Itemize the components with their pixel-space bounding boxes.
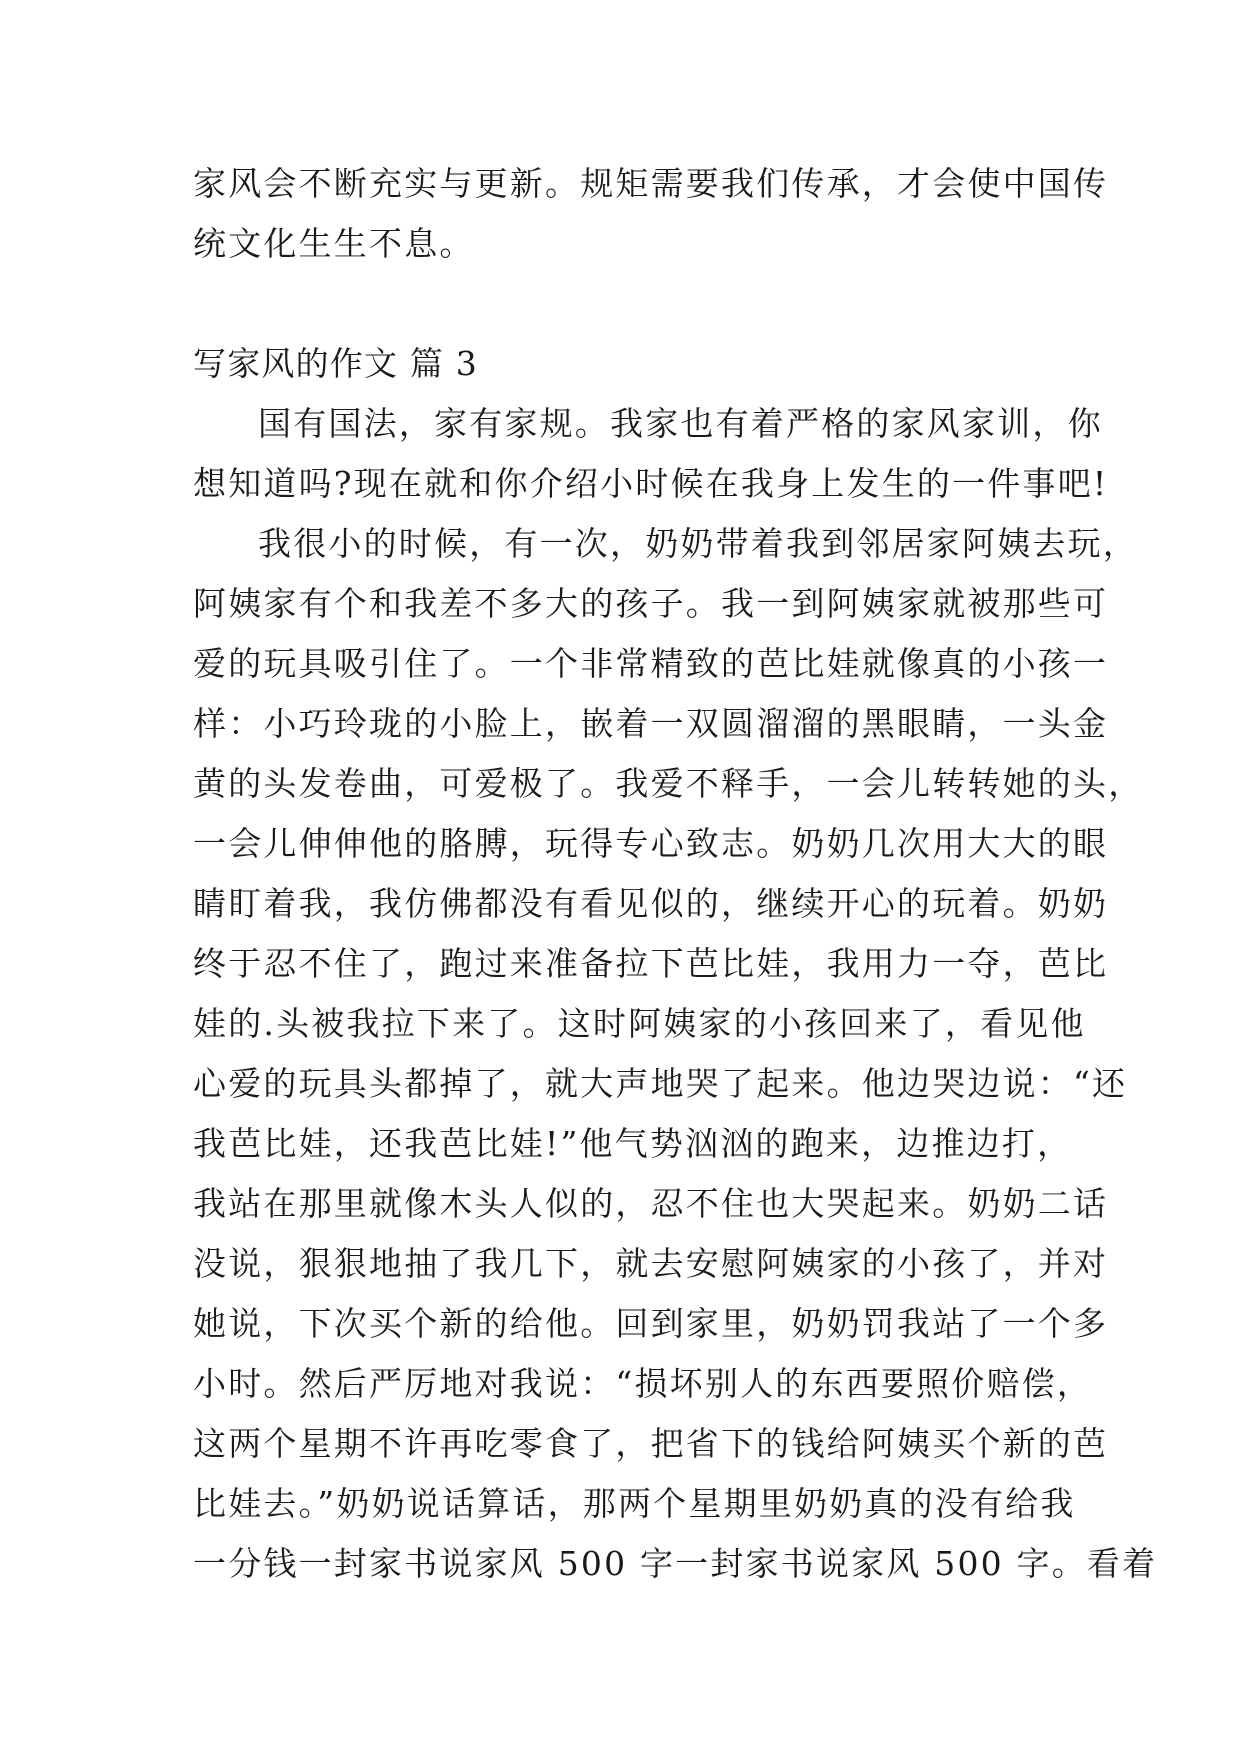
paragraph2-line-3: 爱的玩具吸引住了。一个非常精致的芭比娃就像真的小孩一 [193,644,1109,683]
paragraph2-line-9: 娃的.头被我拉下来了。这时阿姨家的小孩回来了，看见他 [193,1004,1086,1043]
intro-line-1: 家风会不断充实与更新。规矩需要我们传承，才会使中国传 [193,164,1109,203]
paragraph2-line-1: 我很小的时候，有一次，奶奶带着我到邻居家阿姨去玩， [258,524,1138,563]
paragraph1-line-2: 想知道吗?现在就和你介绍小时候在我身上发生的一件事吧! [193,464,1109,503]
paragraph2-line-15: 小时。然后严厉地对我说：“损坏别人的东西要照价赔偿， [193,1364,1093,1403]
paragraph2-line-5: 黄的头发卷曲，可爱极了。我爱不释手，一会儿转转她的头， [193,764,1144,803]
paragraph2-line-17: 比娃去。”奶奶说话算话，那两个星期里奶奶真的没有给我 [193,1484,1076,1523]
paragraph2-line-14: 她说，下次买个新的给他。回到家里，奶奶罚我站了一个多 [193,1304,1109,1343]
paragraph2-line-12: 我站在那里就像木头人似的，忍不住也大哭起来。奶奶二话 [193,1184,1109,1223]
paragraph1-line-1: 国有国法，家有家规。我家也有着严格的家风家训，你 [258,404,1103,443]
paragraph2-line-13: 没说，狠狠地抽了我几下，就去安慰阿姨家的小孩了，并对 [193,1244,1109,1283]
intro-line-2: 统文化生生不息。 [193,224,475,263]
paragraph2-line-11: 我芭比娃，还我芭比娃!”他气势汹汹的跑来，边推边打， [193,1124,1073,1163]
section-title: 写家风的作文 篇 3 [193,344,478,383]
paragraph2-line-8: 终于忍不住了，跑过来准备拉下芭比娃，我用力一夺，芭比 [193,944,1109,983]
paragraph2-line-6: 一会儿伸伸他的胳膊，玩得专心致志。奶奶几次用大大的眼 [193,824,1109,863]
paragraph2-line-16: 这两个星期不许再吃零食了，把省下的钱给阿姨买个新的芭 [193,1424,1109,1463]
paragraph2-line-7: 睛盯着我，我仿佛都没有看见似的，继续开心的玩着。奶奶 [193,884,1109,923]
paragraph2-line-2: 阿姨家有个和我差不多大的孩子。我一到阿姨家就被那些可 [193,584,1109,623]
paragraph2-line-4: 样：小巧玲珑的小脸上，嵌着一双圆溜溜的黑眼睛，一头金 [193,704,1109,743]
paragraph2-line-18: 一分钱一封家书说家风 500 字一封家书说家风 500 字。看着 [193,1544,1158,1583]
paragraph2-line-10: 心爱的玩具头都掉了，就大声地哭了起来。他边哭边说：“还 [193,1064,1128,1103]
